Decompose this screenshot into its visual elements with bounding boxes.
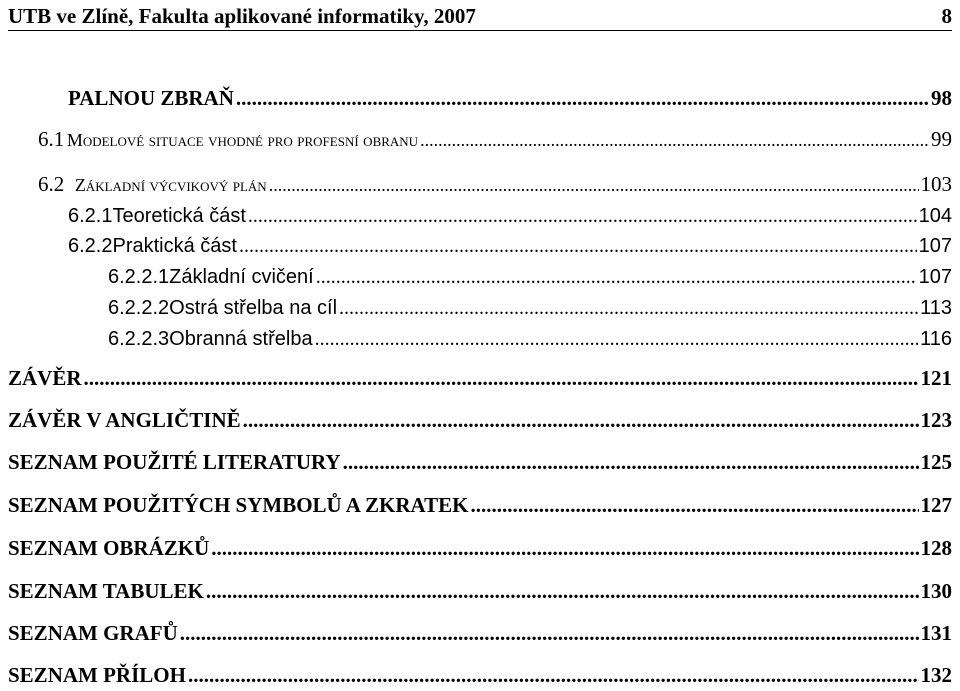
toc-entry-page: 98 (931, 86, 952, 110)
toc-entry-page: 116 (920, 328, 952, 350)
toc-leader-dots (206, 579, 919, 604)
toc-entry-number: 6.2.2.3 (108, 328, 170, 350)
header-page-number: 8 (941, 4, 952, 28)
toc-entry-number: 6.2.2 (68, 235, 113, 257)
toc-leader-dots (180, 621, 919, 646)
toc-entry-text: SEZNAM POUŽITÉ LITERATURY (8, 450, 341, 474)
toc-entry-page: 128 (920, 536, 952, 560)
toc-entry-page: 131 (920, 621, 952, 645)
toc-entry-page: 130 (920, 579, 952, 603)
toc-entry-text: SEZNAM TABULEK (8, 579, 204, 603)
toc-entry-number: 6.1 (38, 127, 65, 151)
toc-entry-text: Ostrá střelba na cíl (169, 297, 338, 319)
toc-entry-text: SEZNAM PŘÍLOH (8, 663, 186, 687)
toc-entry-page: 125 (920, 450, 952, 474)
toc-leader-dots (211, 536, 918, 561)
toc-entry-obrazky[interactable] (8, 536, 952, 561)
toc-entry-grafy[interactable] (8, 621, 952, 646)
toc-entry-zaver[interactable] (8, 366, 952, 391)
toc-entry-symboly-zkratky[interactable] (8, 493, 952, 518)
toc-entry-page: 121 (920, 366, 952, 390)
toc-entry-page: 132 (920, 663, 952, 687)
toc-entry-text: ZÁVĚR V ANGLIČTINĚ (8, 408, 241, 432)
toc-entry-number: 6.2 (38, 172, 65, 196)
toc-entry-text: Teoretická část (112, 205, 246, 227)
page-header (8, 4, 952, 31)
toc-entry-6-2[interactable] (38, 172, 952, 197)
toc-leader-dots (236, 86, 929, 111)
toc-entry-6-2-2-2[interactable] (108, 297, 952, 320)
toc-entry-text: Obranná střelba (169, 328, 313, 350)
toc-entry-text: SEZNAM OBRÁZKŮ (8, 536, 210, 560)
toc-entry-page: 113 (920, 297, 952, 319)
toc-entry-page: 123 (920, 408, 952, 432)
toc-leader-dots (239, 235, 917, 258)
toc-entry-text: Základní cvičení (169, 266, 314, 288)
toc-entry-page: 107 (918, 235, 952, 257)
toc-entry-number: 6.2.2.2 (108, 297, 170, 319)
toc-leader-dots (316, 266, 917, 289)
toc-leader-dots (471, 493, 919, 518)
toc-entry-text: SEZNAM GRAFŮ (8, 621, 178, 645)
toc-leader-dots (269, 175, 919, 196)
toc-entry-text: PALNOU ZBRAŇ (68, 86, 234, 110)
toc-entry-page: 99 (931, 127, 952, 151)
toc-entry-text: Modelové situace vhodné pro profesní obranu (66, 130, 419, 150)
toc-leader-dots (188, 663, 919, 688)
header-title: UTB ve Zlíně, Fakulta aplikované informatiky, 2007 (8, 4, 476, 28)
toc-entry-text: ZÁVĚR (8, 366, 82, 390)
toc-entry-6-2-2-3[interactable] (108, 328, 952, 351)
toc-entry-number: 6.2.1 (68, 205, 113, 227)
toc-entry-6-2-2-1[interactable] (108, 266, 952, 289)
toc-entry-palnou-zbran[interactable] (68, 86, 952, 111)
toc-leader-dots (248, 205, 917, 228)
toc-leader-dots (84, 366, 919, 391)
toc-entry-text: Základní výcvikový plán (74, 175, 267, 195)
toc-entry-6-2-1[interactable] (68, 205, 952, 228)
toc-entry-6-1[interactable] (38, 127, 952, 152)
toc-leader-dots (343, 450, 919, 475)
toc-leader-dots (420, 130, 929, 151)
toc-entry-text: Praktická část (112, 235, 237, 257)
toc-entry-6-2-2[interactable] (68, 235, 952, 258)
toc-leader-dots (339, 297, 918, 320)
toc-leader-dots (243, 408, 919, 433)
toc-entry-zaver-anglictine[interactable] (8, 408, 952, 433)
toc-entry-page: 107 (918, 266, 952, 288)
toc-entry-tabulky[interactable] (8, 579, 952, 604)
toc-entry-number: 6.2.2.1 (108, 266, 170, 288)
toc-entry-page: 104 (918, 205, 952, 227)
toc-entry-page: 127 (920, 493, 952, 517)
toc-leader-dots (315, 328, 919, 351)
toc-entry-text: SEZNAM POUŽITÝCH SYMBOLŮ A ZKRATEK (8, 493, 469, 517)
toc-entry-literatura[interactable] (8, 450, 952, 475)
toc-entry-prilohy[interactable] (8, 663, 952, 688)
toc-entry-page: 103 (920, 172, 952, 196)
